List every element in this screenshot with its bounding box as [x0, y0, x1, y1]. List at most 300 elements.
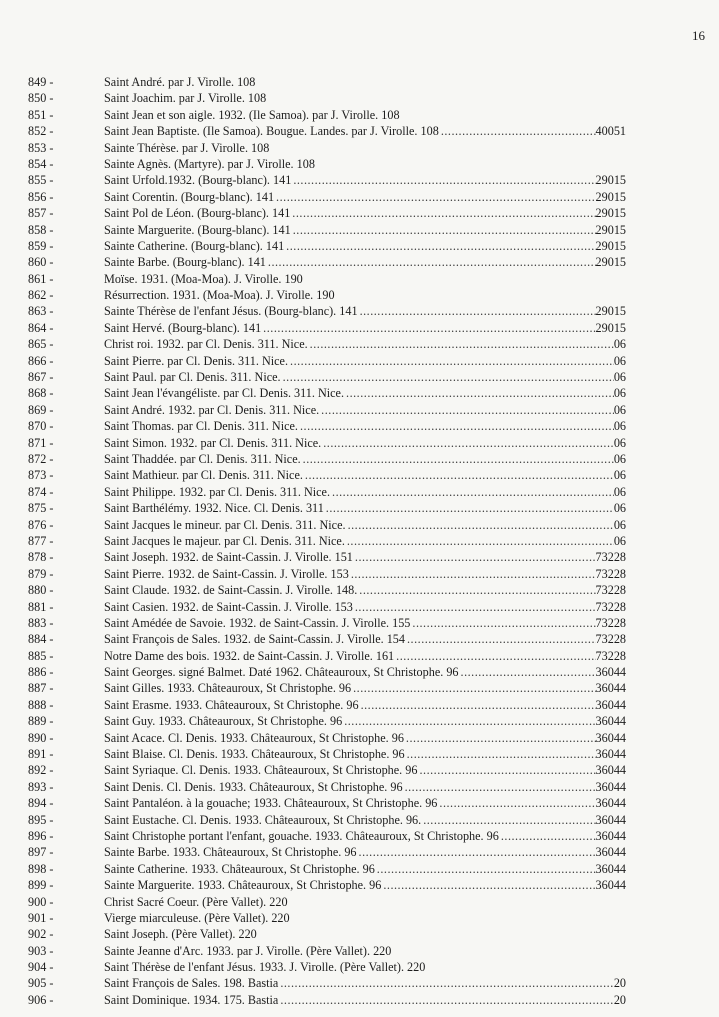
- entry-body: [104, 320, 626, 336]
- entry-code: 73228: [595, 550, 626, 565]
- catalogue-entry: [0, 713, 719, 729]
- entry-body: [104, 222, 626, 238]
- dot-leader: [359, 582, 595, 598]
- entry-number: 899 -: [28, 878, 54, 893]
- entry-number: 884 -: [28, 632, 54, 647]
- dot-leader: [439, 795, 595, 811]
- catalogue-entry: [0, 828, 719, 844]
- entry-number: 885 -: [28, 648, 54, 663]
- entry-description: Saint Casien. 1932. de Saint-Cassin. J. Virolle. 153: [104, 599, 353, 614]
- dot-leader: [323, 435, 614, 451]
- entry-description: Sainte Thérèse. par J. Virolle. 108: [104, 140, 270, 155]
- dot-leader: [351, 566, 596, 582]
- catalogue-entry: [0, 697, 719, 713]
- entry-description: Sainte Marguerite. (Bourg-blanc). 141: [104, 222, 291, 237]
- entry-description: Saint Philippe. 1932. par Cl. Denis. 311. Nice.: [104, 484, 331, 499]
- dot-leader: [407, 746, 596, 762]
- entry-number: 900 -: [28, 894, 54, 909]
- entry-description: Saint Jacques le mineur. par Cl. Denis. 311. Nice.: [104, 517, 346, 532]
- entry-number: 850 -: [28, 91, 54, 106]
- entry-description: Sainte Jeanne d'Arc. 1933. par J. Virolle. (Père Vallet). 220: [104, 943, 392, 958]
- entry-body: [104, 90, 626, 106]
- entry-body: [104, 894, 626, 910]
- entry-description: Sainte Barbe. 1933. Châteauroux, St Christophe. 96: [104, 845, 357, 860]
- entry-code: 20: [613, 976, 626, 991]
- entry-body: [104, 533, 626, 549]
- dot-leader: [347, 533, 614, 549]
- entry-number: 904 -: [28, 960, 54, 975]
- entry-number: 890 -: [28, 730, 54, 745]
- catalogue-entry: [0, 566, 719, 582]
- dot-leader: [268, 254, 596, 270]
- entry-body: [104, 648, 626, 664]
- dot-leader: [290, 353, 614, 369]
- entry-code: 36044: [595, 845, 626, 860]
- catalogue-list: [0, 74, 719, 1008]
- catalogue-entry: [0, 238, 719, 254]
- entry-number: 897 -: [28, 845, 54, 860]
- dot-leader: [332, 484, 614, 500]
- entry-body: [104, 680, 626, 696]
- entry-body: [104, 730, 626, 746]
- entry-code: 36044: [595, 861, 626, 876]
- entry-body: [104, 254, 626, 270]
- entry-number: 860 -: [28, 255, 54, 270]
- entry-description: Sainte Catherine. 1933. Châteauroux, St Christophe. 96: [104, 861, 375, 876]
- entry-body: [104, 467, 626, 483]
- entry-description: Saint Simon. 1932. par Cl. Denis. 311. Nice.: [104, 435, 322, 450]
- dot-leader: [461, 664, 596, 680]
- entry-body: [104, 746, 626, 762]
- entry-number: 898 -: [28, 861, 54, 876]
- catalogue-entry: [0, 615, 719, 631]
- entry-code: 29015: [595, 173, 626, 188]
- entry-description: Saint Paul. par Cl. Denis. 311. Nice.: [104, 370, 281, 385]
- entry-description: Saint Gilles. 1933. Châteauroux, St Christophe. 96: [104, 681, 352, 696]
- catalogue-entry: [0, 435, 719, 451]
- entry-description: Saint Hervé. (Bourg-blanc). 141: [104, 320, 262, 335]
- catalogue-entry: [0, 385, 719, 401]
- catalogue-entry: [0, 140, 719, 156]
- entry-code: 29015: [595, 222, 626, 237]
- catalogue-entry: [0, 533, 719, 549]
- entry-number: 879 -: [28, 566, 54, 581]
- dot-leader: [405, 779, 596, 795]
- entry-body: [104, 992, 626, 1008]
- catalogue-entry: [0, 599, 719, 615]
- entry-description: Notre Dame des bois. 1932. de Saint-Cassin. J. Virolle. 161: [104, 648, 395, 663]
- entry-number: 865 -: [28, 337, 54, 352]
- entry-description: Saint Georges. signé Balmet. Daté 1962. Châteauroux, St Christophe. 96: [104, 665, 459, 680]
- dot-leader: [344, 713, 595, 729]
- entry-body: [104, 451, 626, 467]
- catalogue-entry: [0, 484, 719, 500]
- catalogue-entry: [0, 746, 719, 762]
- entry-body: [104, 812, 626, 828]
- entry-number: 886 -: [28, 665, 54, 680]
- entry-body: [104, 844, 626, 860]
- catalogue-entry: [0, 861, 719, 877]
- catalogue-entry: [0, 664, 719, 680]
- entry-code: 29015: [595, 255, 626, 270]
- dot-leader: [321, 402, 614, 418]
- catalogue-entry: [0, 844, 719, 860]
- entry-body: [104, 795, 626, 811]
- entry-code: 06: [613, 435, 626, 450]
- catalogue-entry: [0, 287, 719, 303]
- entry-body: [104, 500, 626, 516]
- entry-body: [104, 238, 626, 254]
- dot-leader: [355, 549, 596, 565]
- entry-number: 857 -: [28, 206, 54, 221]
- entry-description: Saint Joseph. 1932. de Saint-Cassin. J. Virolle. 151: [104, 550, 353, 565]
- entry-body: [104, 205, 626, 221]
- entry-number: 880 -: [28, 583, 54, 598]
- entry-number: 881 -: [28, 599, 54, 614]
- entry-code: 29015: [595, 238, 626, 253]
- entry-description: Saint Christophe portant l'enfant, gouache. 1933. Châteauroux, St Christophe. 96: [104, 828, 499, 843]
- entry-code: 73228: [595, 632, 626, 647]
- entry-code: 06: [613, 517, 626, 532]
- entry-number: 853 -: [28, 140, 54, 155]
- entry-body: [104, 582, 626, 598]
- entry-code: 73228: [595, 615, 626, 630]
- entry-body: [104, 156, 626, 172]
- catalogue-entry: [0, 992, 719, 1008]
- entry-number: 888 -: [28, 697, 54, 712]
- entry-number: 858 -: [28, 222, 54, 237]
- entry-code: 40051: [595, 124, 626, 139]
- catalogue-entry: [0, 369, 719, 385]
- entry-description: Saint Syriaque. Cl. Denis. 1933. Châteauroux, St Christophe. 96: [104, 763, 418, 778]
- entry-description: Saint Thaddée. par Cl. Denis. 311. Nice.: [104, 451, 301, 466]
- entry-description: Christ roi. 1932. par Cl. Denis. 311. Nice.: [104, 337, 308, 352]
- entry-number: 855 -: [28, 173, 54, 188]
- entry-number: 883 -: [28, 615, 54, 630]
- catalogue-entry: [0, 156, 719, 172]
- dot-leader: [406, 730, 596, 746]
- entry-description: Saint Joachim. par J. Virolle. 108: [104, 91, 267, 106]
- catalogue-entry: [0, 189, 719, 205]
- catalogue-entry: [0, 402, 719, 418]
- entry-code: 73228: [595, 583, 626, 598]
- catalogue-entry: [0, 877, 719, 893]
- entry-code: 36044: [595, 681, 626, 696]
- entry-code: 06: [613, 451, 626, 466]
- entry-number: 856 -: [28, 189, 54, 204]
- entry-code: 06: [613, 419, 626, 434]
- catalogue-entry: [0, 90, 719, 106]
- entry-number: 891 -: [28, 747, 54, 762]
- dot-leader: [292, 205, 595, 221]
- catalogue-entry: [0, 205, 719, 221]
- dot-leader: [310, 336, 614, 352]
- entry-number: 892 -: [28, 763, 54, 778]
- dot-leader: [326, 500, 614, 516]
- entry-description: Saint François de Sales. 1932. de Saint-Cassin. J. Virolle. 154: [104, 632, 405, 647]
- entry-number: 861 -: [28, 271, 54, 286]
- entry-description: Vierge miarculeuse. (Père Vallet). 220: [104, 910, 290, 925]
- catalogue-entry: [0, 451, 719, 467]
- dot-leader: [396, 648, 595, 664]
- entry-number: 877 -: [28, 533, 54, 548]
- entry-description: Saint Thérèse de l'enfant Jésus. 1933. J. Virolle. (Père Vallet). 220: [104, 960, 426, 975]
- dot-leader: [348, 517, 614, 533]
- entry-description: Résurrection. 1931. (Moa-Moa). J. Virolle. 190: [104, 288, 335, 303]
- dot-leader: [360, 303, 596, 319]
- entry-body: [104, 762, 626, 778]
- entry-code: 36044: [595, 796, 626, 811]
- dot-leader: [423, 812, 595, 828]
- entry-description: Saint Joseph. (Père Vallet). 220: [104, 927, 257, 942]
- entry-body: [104, 107, 626, 123]
- dot-leader: [303, 451, 614, 467]
- entry-number: 872 -: [28, 451, 54, 466]
- entry-code: 29015: [595, 320, 626, 335]
- dot-leader: [280, 992, 613, 1008]
- dot-leader: [377, 861, 596, 877]
- entry-number: 875 -: [28, 501, 54, 516]
- entry-code: 36044: [595, 779, 626, 794]
- catalogue-entry: [0, 353, 719, 369]
- catalogue-entry: [0, 254, 719, 270]
- catalogue-entry: [0, 320, 719, 336]
- entry-number: 906 -: [28, 992, 54, 1007]
- entry-code: 36044: [595, 697, 626, 712]
- entry-description: Saint Jean l'évangéliste. par Cl. Denis. 311. Nice.: [104, 386, 345, 401]
- entry-body: [104, 828, 626, 844]
- entry-code: 36044: [595, 878, 626, 893]
- entry-description: Saint Jean et son aigle. 1932. (Ile Samoa). par J. Virolle. 108: [104, 107, 400, 122]
- entry-description: Saint Mathieur. par Cl. Denis. 311. Nice.: [104, 468, 303, 483]
- entry-body: [104, 353, 626, 369]
- catalogue-entry: [0, 943, 719, 959]
- entry-body: [104, 779, 626, 795]
- dot-leader: [501, 828, 596, 844]
- dot-leader: [355, 599, 596, 615]
- entry-description: Saint André. par J. Virolle. 108: [104, 75, 256, 89]
- dot-leader: [412, 615, 595, 631]
- entry-number: 849 -: [28, 75, 54, 89]
- entry-number: 887 -: [28, 681, 54, 696]
- catalogue-entry: [0, 172, 719, 188]
- entry-number: 876 -: [28, 517, 54, 532]
- entry-description: Saint Acace. Cl. Denis. 1933. Châteauroux, St Christophe. 96: [104, 730, 404, 745]
- dot-leader: [283, 369, 614, 385]
- catalogue-entry: [0, 271, 719, 287]
- entry-body: [104, 74, 626, 90]
- catalogue-entry: [0, 123, 719, 139]
- entry-description: Sainte Barbe. (Bourg-blanc). 141: [104, 255, 266, 270]
- dot-leader: [293, 222, 596, 238]
- dot-leader: [293, 172, 595, 188]
- entry-number: 868 -: [28, 386, 54, 401]
- entry-number: 896 -: [28, 828, 54, 843]
- entry-number: 905 -: [28, 976, 54, 991]
- entry-description: Saint Guy. 1933. Châteauroux, St Christophe. 96: [104, 714, 343, 729]
- entry-body: [104, 517, 626, 533]
- catalogue-entry: [0, 549, 719, 565]
- entry-code: 29015: [595, 206, 626, 221]
- entry-number: 894 -: [28, 796, 54, 811]
- catalogue-entry: [0, 74, 719, 90]
- dot-leader: [383, 877, 595, 893]
- entry-body: [104, 172, 626, 188]
- dot-leader: [419, 762, 595, 778]
- entry-description: Saint François de Sales. 198. Bastia: [104, 976, 279, 991]
- entry-description: Saint Barthélémy. 1932. Nice. Cl. Denis. 311: [104, 501, 324, 516]
- entry-number: 893 -: [28, 779, 54, 794]
- entry-description: Sainte Agnès. (Martyre). par J. Virolle. 108: [104, 156, 315, 171]
- entry-body: [104, 484, 626, 500]
- entry-number: 866 -: [28, 353, 54, 368]
- entry-number: 895 -: [28, 812, 54, 827]
- entry-description: Saint Urfold.1932. (Bourg-blanc). 141: [104, 173, 292, 188]
- entry-description: Saint Claude. 1932. de Saint-Cassin. J. Virolle. 148.: [104, 583, 358, 598]
- entry-number: 862 -: [28, 288, 54, 303]
- entry-body: [104, 303, 626, 319]
- entry-code: 06: [613, 353, 626, 368]
- entry-body: [104, 435, 626, 451]
- entry-description: Christ Sacré Coeur. (Père Vallet). 220: [104, 894, 288, 909]
- entry-body: [104, 123, 626, 139]
- page-number: 16: [692, 28, 705, 43]
- catalogue-entry: [0, 336, 719, 352]
- entry-body: [104, 140, 626, 156]
- catalogue-entry: [0, 631, 719, 647]
- entry-code: 06: [613, 402, 626, 417]
- entry-description: Saint Jean Baptiste. (Ile Samoa). Bougue. Landes. par J. Virolle. 108: [104, 124, 439, 139]
- entry-code: 06: [613, 386, 626, 401]
- entry-body: [104, 287, 626, 303]
- entry-body: [104, 385, 626, 401]
- catalogue-entry: [0, 975, 719, 991]
- entry-description: Sainte Thérèse de l'enfant Jésus. (Bourg-blanc). 141: [104, 304, 358, 319]
- entry-description: Saint Pierre. 1932. de Saint-Cassin. J. Virolle. 153: [104, 566, 349, 581]
- catalogue-entry: [0, 730, 719, 746]
- dot-leader: [359, 844, 596, 860]
- entry-description: Saint Pantaléon. à la gouache; 1933. Châteauroux, St Christophe. 96: [104, 796, 438, 811]
- entry-number: 873 -: [28, 468, 54, 483]
- entry-body: [104, 549, 626, 565]
- entry-description: Saint Denis. Cl. Denis. 1933. Châteauroux, St Christophe. 96: [104, 779, 403, 794]
- dot-leader: [286, 238, 595, 254]
- entry-code: 06: [613, 533, 626, 548]
- entry-number: 878 -: [28, 550, 54, 565]
- entry-description: Saint Corentin. (Bourg-blanc). 141: [104, 189, 275, 204]
- catalogue-entry: [0, 680, 719, 696]
- catalogue-entry: [0, 779, 719, 795]
- entry-body: [104, 631, 626, 647]
- entry-body: [104, 910, 626, 926]
- entry-number: 903 -: [28, 943, 54, 958]
- catalogue-entry: [0, 959, 719, 975]
- entry-body: [104, 336, 626, 352]
- entry-code: 73228: [595, 648, 626, 663]
- entry-number: 852 -: [28, 124, 54, 139]
- entry-number: 869 -: [28, 402, 54, 417]
- entry-body: [104, 271, 626, 287]
- entry-code: 06: [613, 484, 626, 499]
- entry-code: 06: [613, 468, 626, 483]
- entry-description: Sainte Catherine. (Bourg-blanc). 141: [104, 238, 285, 253]
- entry-body: [104, 861, 626, 877]
- catalogue-entry: [0, 894, 719, 910]
- entry-description: Sainte Marguerite. 1933. Châteauroux, St Christophe. 96: [104, 878, 382, 893]
- entry-code: 20: [613, 992, 626, 1007]
- entry-description: Saint Pierre. par Cl. Denis. 311. Nice.: [104, 353, 289, 368]
- dot-leader: [353, 680, 595, 696]
- entry-code: 36044: [595, 665, 626, 680]
- entry-code: 29015: [595, 189, 626, 204]
- dot-leader: [263, 320, 595, 336]
- catalogue-entry: [0, 582, 719, 598]
- entry-code: 06: [613, 370, 626, 385]
- entry-body: [104, 664, 626, 680]
- entry-body: [104, 943, 626, 959]
- catalogue-entry: [0, 418, 719, 434]
- catalogue-entry: [0, 107, 719, 123]
- entry-code: 36044: [595, 747, 626, 762]
- entry-code: 06: [613, 337, 626, 352]
- entry-body: [104, 566, 626, 582]
- entry-description: Moïse. 1931. (Moa-Moa). J. Virolle. 190: [104, 271, 303, 286]
- dot-leader: [441, 123, 596, 139]
- entry-description: Saint Dominique. 1934. 175. Bastia: [104, 992, 279, 1007]
- entry-number: 851 -: [28, 107, 54, 122]
- entry-code: 29015: [595, 304, 626, 319]
- dot-leader: [300, 418, 614, 434]
- entry-body: [104, 975, 626, 991]
- catalogue-entry: [0, 648, 719, 664]
- dot-leader: [305, 467, 614, 483]
- entry-body: [104, 402, 626, 418]
- catalogue-entry: [0, 926, 719, 942]
- entry-code: 36044: [595, 763, 626, 778]
- entry-number: 867 -: [28, 370, 54, 385]
- entry-description: Saint Thomas. par Cl. Denis. 311. Nice.: [104, 419, 298, 434]
- entry-number: 902 -: [28, 927, 54, 942]
- entry-body: [104, 189, 626, 205]
- dot-leader: [346, 385, 614, 401]
- catalogue-entry: [0, 795, 719, 811]
- catalogue-entry: [0, 910, 719, 926]
- entry-code: 36044: [595, 812, 626, 827]
- entry-description: Saint Jacques le majeur. par Cl. Denis. 311. Nice.: [104, 533, 345, 548]
- dot-leader: [280, 975, 613, 991]
- entry-code: 73228: [595, 599, 626, 614]
- entry-body: [104, 615, 626, 631]
- entry-code: 36044: [595, 730, 626, 745]
- entry-code: 36044: [595, 714, 626, 729]
- entry-body: [104, 877, 626, 893]
- catalogue-entry: [0, 517, 719, 533]
- entry-code: 36044: [595, 828, 626, 843]
- catalogue-entry: [0, 467, 719, 483]
- entry-body: [104, 369, 626, 385]
- dot-leader: [276, 189, 595, 205]
- entry-code: 06: [613, 501, 626, 516]
- entry-code: 73228: [595, 566, 626, 581]
- entry-body: [104, 599, 626, 615]
- entry-number: 854 -: [28, 156, 54, 171]
- dot-leader: [407, 631, 596, 647]
- entry-description: Saint Eustache. Cl. Denis. 1933. Châteauroux, St Christophe. 96.: [104, 812, 422, 827]
- dot-leader: [361, 697, 596, 713]
- entry-body: [104, 697, 626, 713]
- entry-body: [104, 418, 626, 434]
- entry-description: Saint Blaise. Cl. Denis. 1933. Châteauroux, St Christophe. 96: [104, 747, 405, 762]
